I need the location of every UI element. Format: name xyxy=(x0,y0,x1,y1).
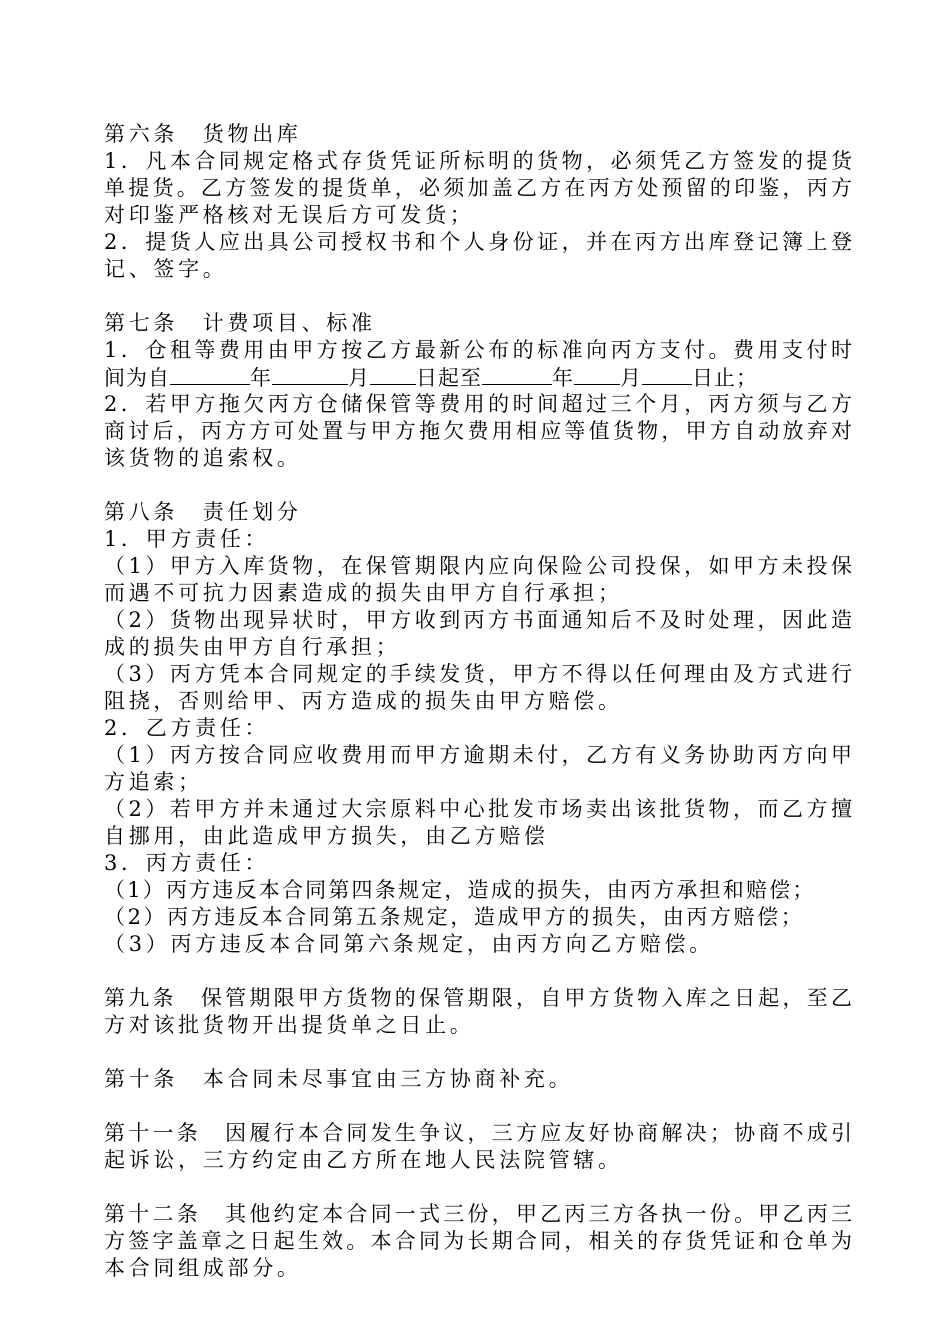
paragraph-line: （1）甲方入库货物，在保管期限内应向保险公司投保，如甲方未投保 xyxy=(104,554,852,578)
end-year-blank[interactable] xyxy=(482,364,552,385)
paragraph-line: （1）丙方违反本合同第四条规定，造成的损失，由丙方承担和赔偿； xyxy=(104,878,816,902)
date-prefix: 间为自 xyxy=(104,366,170,390)
paragraph-line: （2）货物出现异状时，甲方收到丙方书面通知后不及时处理，因此造 xyxy=(104,608,852,632)
spacer xyxy=(104,1093,852,1120)
paragraph-line: 3．丙方责任： xyxy=(104,851,270,875)
paragraph-line: 第九条 保管期限甲方货物的保管期限，自甲方货物入库之日起，至乙 xyxy=(104,986,852,1010)
paragraph-line: 而遇不可抗力因素造成的损失由甲方自行承担； xyxy=(104,581,623,605)
paragraph-line: 1．凡本合同规定格式存货凭证所标明的货物，必须凭乙方签发的提货 xyxy=(104,149,852,173)
paragraph-line: （3）丙方违反本合同第六条规定，由丙方向乙方赔偿。 xyxy=(104,932,714,956)
article-7 xyxy=(104,310,852,472)
spacer xyxy=(104,283,852,310)
paragraph-line: 起诉讼，三方约定由乙方所在地人民法院管辖。 xyxy=(104,1148,623,1172)
paragraph-line: 第十条 本合同未尽事宜由三方协商补充。 xyxy=(104,1067,574,1091)
month-label: 月 xyxy=(348,366,370,390)
spacer xyxy=(104,958,852,985)
start-year-blank[interactable] xyxy=(170,364,250,385)
paragraph-line: 商讨后，丙方方可处置与甲方拖欠费用相应等值货物，甲方自动放弃对 xyxy=(104,419,852,443)
month-label: 月 xyxy=(620,366,642,390)
article-10 xyxy=(104,1066,852,1093)
paragraph-line: 单提货。乙方签发的提货单，必须加盖乙方在丙方处预留的印鉴，丙方 xyxy=(104,176,852,200)
end-month-blank[interactable] xyxy=(574,364,620,385)
paragraph-line: 自挪用，由此造成甲方损失，由乙方赔偿 xyxy=(104,824,549,848)
paragraph-line: 该货物的追索权。 xyxy=(104,446,302,470)
paragraph-line: 成的损失由甲方自行承担； xyxy=(104,635,401,659)
article-8 xyxy=(104,499,852,958)
paragraph-line: 本合同组成部分。 xyxy=(104,1256,302,1280)
end-day-blank[interactable] xyxy=(642,364,692,385)
paragraph-line: 记、签字。 xyxy=(104,257,228,281)
spacer xyxy=(104,472,852,499)
document-page xyxy=(104,121,852,1282)
day-to-label: 日止； xyxy=(692,366,758,390)
paragraph-line: 方追索； xyxy=(104,770,203,794)
paragraph-line: 2．提货人应出具公司授权书和个人身份证，并在丙方出库登记簿上登 xyxy=(104,230,852,254)
start-month-blank[interactable] xyxy=(272,364,348,385)
day-from-label: 日起至 xyxy=(416,366,482,390)
paragraph-line: 第十二条 其他约定本合同一式三份，甲乙丙三方各执一份。甲乙丙三 xyxy=(104,1202,852,1226)
spacer xyxy=(104,1174,852,1201)
paragraph-line: 2．乙方责任： xyxy=(104,716,270,740)
year-label: 年 xyxy=(250,366,272,390)
article-9 xyxy=(104,985,852,1039)
payment-date-line xyxy=(104,364,852,391)
paragraph-line: （2）丙方违反本合同第五条规定，造成甲方的损失，由丙方赔偿； xyxy=(104,905,805,929)
article-12 xyxy=(104,1201,852,1282)
paragraph-line: （3）丙方凭本合同规定的手续发货，甲方不得以任何理由及方式进行 xyxy=(104,662,852,686)
article-6-heading: 第六条 货物出库 xyxy=(104,122,302,146)
article-7-heading: 第七条 计费项目、标准 xyxy=(104,311,376,335)
paragraph-line: （1）丙方按合同应收费用而甲方逾期未付，乙方有义务协助丙方向甲 xyxy=(104,743,852,767)
paragraph-line: 阻挠，否则给甲、丙方造成的损失由甲方赔偿。 xyxy=(104,689,623,713)
article-11 xyxy=(104,1120,852,1174)
article-6 xyxy=(104,121,852,283)
paragraph-line: 方签字盖章之日起生效。本合同为长期合同，相关的存货凭证和仓单为 xyxy=(104,1229,852,1253)
year-label: 年 xyxy=(552,366,574,390)
paragraph-line: 1．甲方责任： xyxy=(104,527,270,551)
paragraph-line: 1．仓租等费用由甲方按乙方最新公布的标准向丙方支付。费用支付时 xyxy=(104,338,852,362)
spacer xyxy=(104,1039,852,1066)
paragraph-line: 第十一条 因履行本合同发生争议，三方应友好协商解决；协商不成引 xyxy=(104,1121,852,1145)
paragraph-line: 2．若甲方拖欠丙方仓储保管等费用的时间超过三个月，丙方须与乙方 xyxy=(104,392,852,416)
paragraph-line: 方对该批货物开出提货单之日止。 xyxy=(104,1013,475,1037)
article-8-heading: 第八条 责任划分 xyxy=(104,500,302,524)
paragraph-line: 对印鉴严格核对无误后方可发货； xyxy=(104,203,475,227)
start-day-blank[interactable] xyxy=(370,364,416,385)
paragraph-line: （2）若甲方并未通过大宗原料中心批发市场卖出该批货物，而乙方擅 xyxy=(104,797,852,821)
